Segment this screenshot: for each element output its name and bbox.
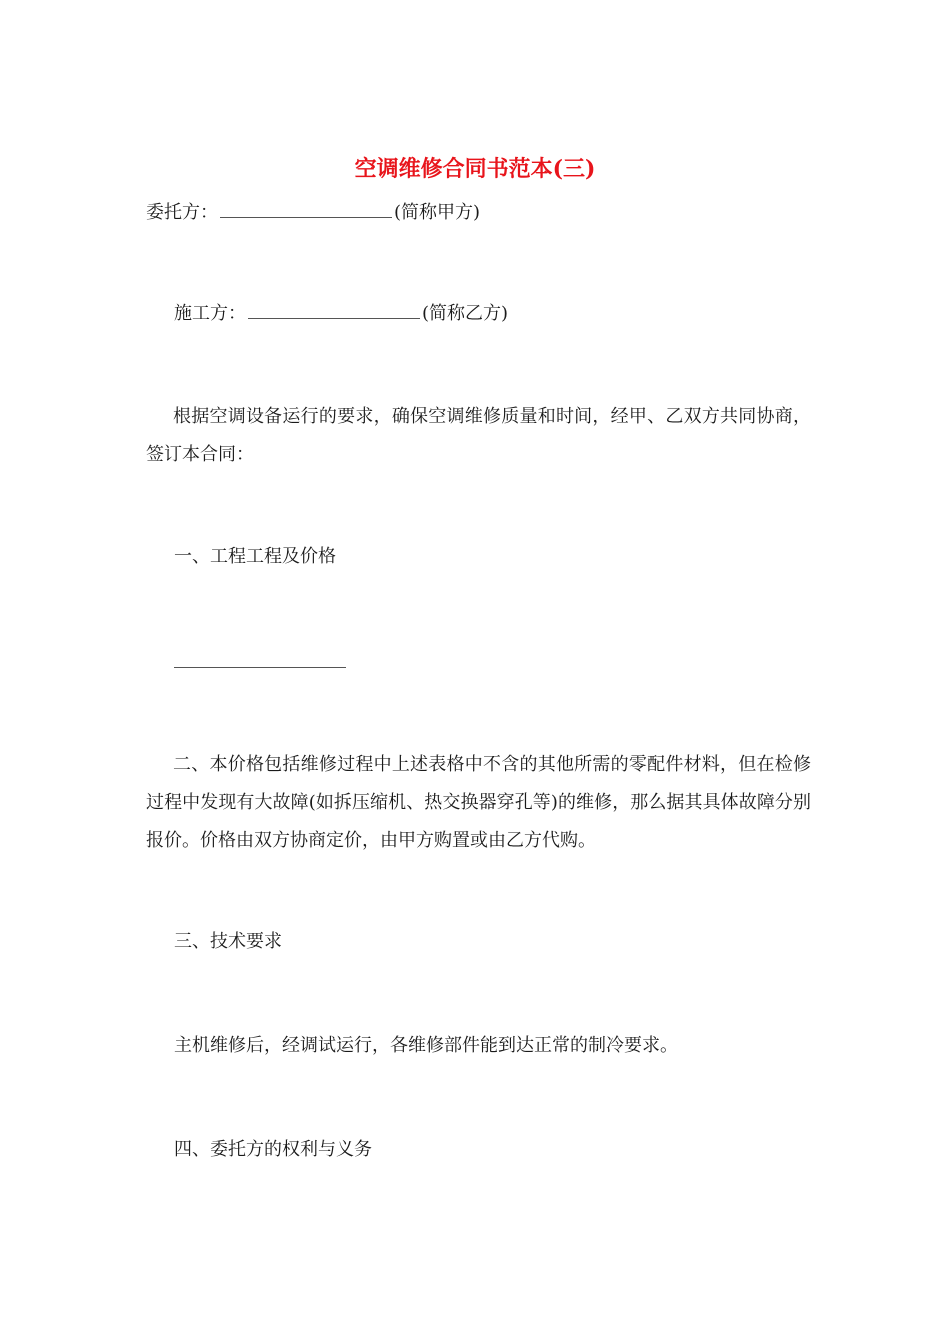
document-title: 空调维修合同书范本(三)	[354, 156, 596, 182]
section3-paragraph: 主机维修后，经调试运行，各维修部件能到达正常的制冷要求。	[174, 1035, 678, 1056]
client-label: 委托方：	[146, 202, 218, 223]
contractor-name-blank	[248, 298, 420, 319]
client-name-blank	[220, 197, 392, 218]
contractor-suffix: (简称乙方)	[422, 303, 509, 324]
section2-paragraph: 二、本价格包括维修过程中上述表格中不含的其他所需的零配件材料，但在检修过程中发现有大故障(如拆压缩机、热交换器穿孔等)的维修，那么据其具体故障分别报价。价格由双方协商定价，由甲方购置或由乙方代购。	[146, 754, 811, 851]
contractor-label: 施工方：	[174, 303, 246, 324]
section1-heading: 一、工程工程及价格	[174, 546, 336, 567]
section4-heading: 四、委托方的权利与义务	[174, 1139, 372, 1160]
contractor-line	[174, 297, 839, 331]
client-suffix: (简称甲方)	[394, 202, 481, 223]
client-line	[146, 196, 811, 230]
section3-heading: 三、技术要求	[174, 931, 282, 952]
intro-paragraph: 根据空调设备运行的要求，确保空调维修质量和时间，经甲、乙双方共同协商，签订本合同：	[146, 406, 811, 465]
table-placeholder-line	[174, 667, 346, 668]
